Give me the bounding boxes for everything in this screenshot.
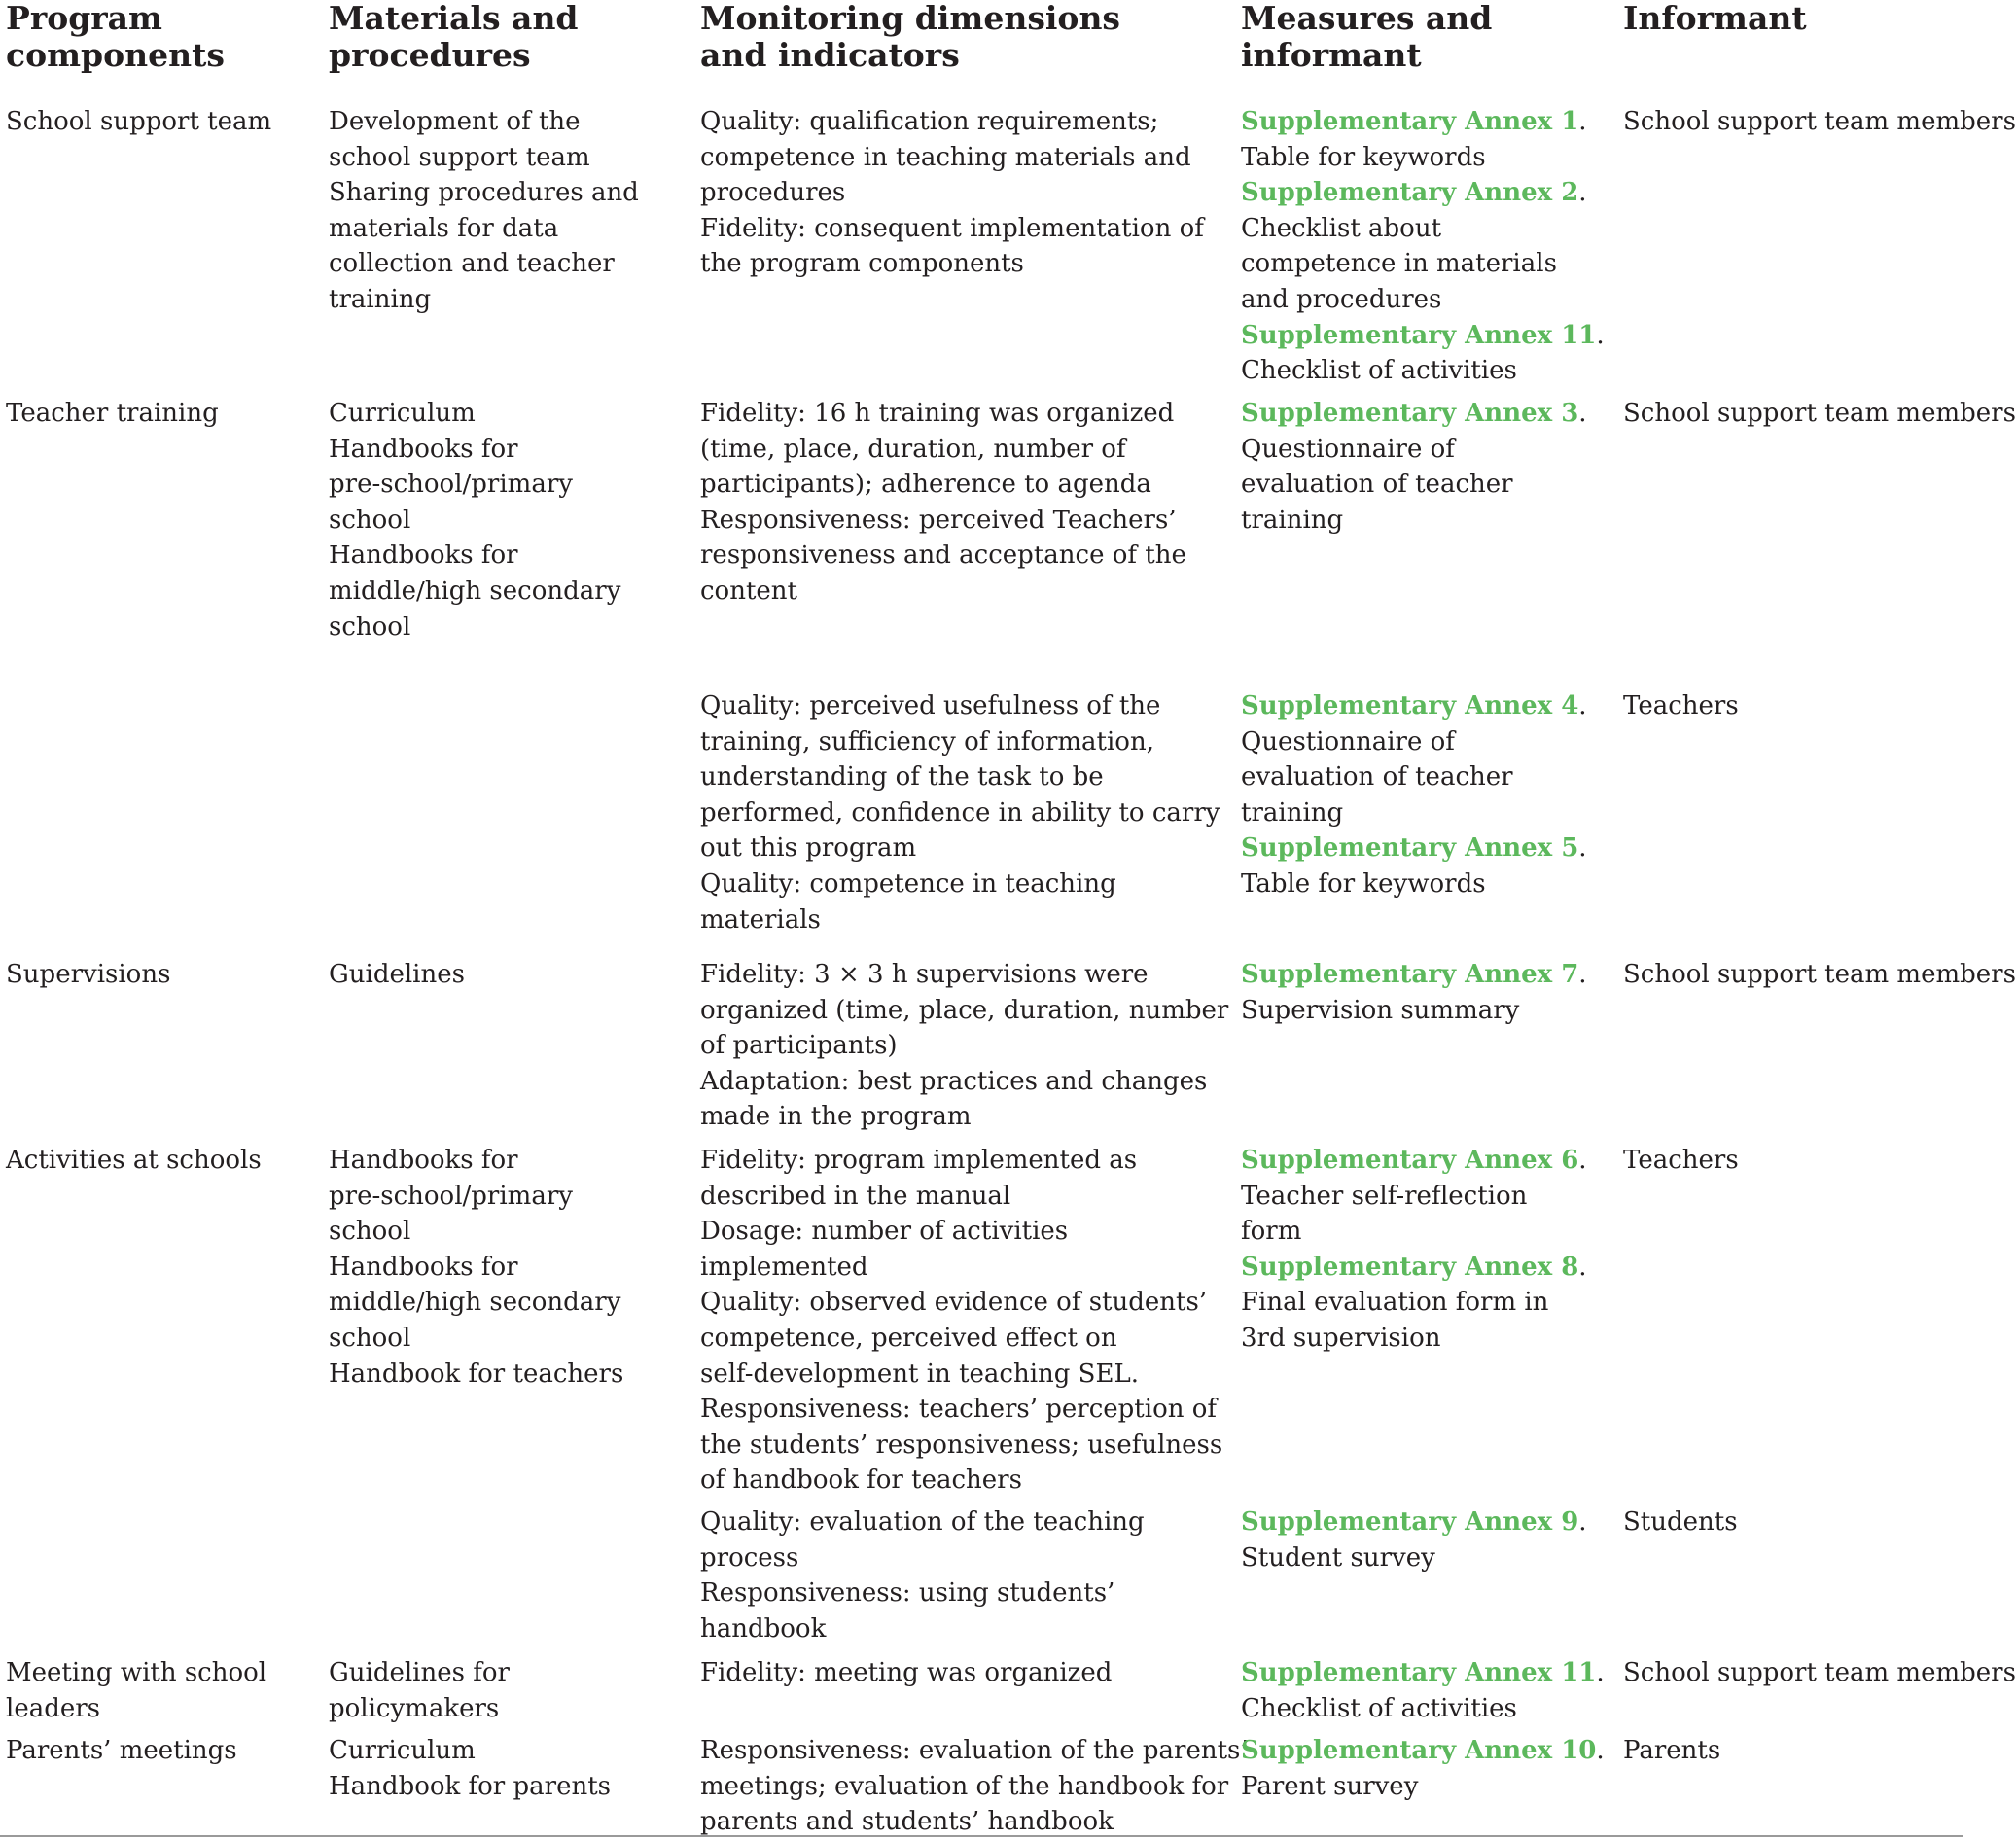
supplementary-annex-link[interactable]: Supplementary Annex 8 [1241, 1252, 1579, 1282]
measure-description: Questionnaire of [1241, 726, 1455, 757]
monitoring-indicators-text: Responsiveness: perceived Teachers’ [700, 505, 1177, 535]
monitoring-indicators-text: Responsiveness: teachers’ perception of [700, 1395, 1218, 1425]
measures-cell: Supplementary Annex 3. Questionnaire of evaluation of teacher training [1241, 396, 1587, 538]
table-header [0, 0, 1963, 88]
materials-text: collection and teacher [329, 249, 615, 279]
informant-cell [1623, 957, 2016, 993]
monitoring-indicators-text: responsiveness and acceptance of the [700, 541, 1186, 571]
program-component-text: School support team [6, 107, 272, 136]
measure-description: Teacher self-reflection [1241, 1181, 1528, 1211]
materials-text: middle/high secondary [329, 1288, 621, 1318]
supplementary-annex-link[interactable]: Supplementary Annex 6 [1241, 1146, 1579, 1175]
materials-text: Guidelines [329, 960, 465, 989]
materials-text: Curriculum [329, 1736, 476, 1765]
supplementary-annex-link[interactable]: Supplementary Annex 9 [1241, 1507, 1579, 1537]
monitoring-indicators-text: the program components [700, 249, 1024, 279]
informant-cell [1623, 104, 2016, 140]
supplementary-annex-link[interactable]: Supplementary Annex 11 [1241, 320, 1597, 350]
monitoring-indicators-cell [700, 396, 1186, 610]
supplementary-annex-link[interactable]: Supplementary Annex 1 [1241, 107, 1579, 136]
materials-text: Handbooks for [329, 1146, 518, 1175]
informant-text: Parents [1623, 1736, 1721, 1765]
informant-text: School support team members [1623, 399, 2016, 428]
supplementary-annex-link[interactable]: Supplementary Annex 3 [1241, 399, 1579, 428]
informant-text: Teachers [1623, 691, 1739, 721]
monitoring-indicators-text: Quality: qualification requirements; [700, 107, 1159, 136]
measure-description: Questionnaire of [1241, 434, 1455, 464]
program-component-cell [6, 957, 170, 993]
materials-cell [329, 1733, 611, 1804]
table-bottom-rule [0, 1835, 1963, 1837]
materials-cell [329, 1143, 623, 1392]
materials-text: Development of the [329, 107, 581, 136]
monitoring-indicators-cell [700, 1504, 1145, 1646]
monitoring-indicators-text: organized (time, place, duration, number [700, 995, 1229, 1025]
materials-text: pre-school/primary [329, 470, 573, 500]
measure-description: Table for keywords [1241, 868, 1486, 899]
program-component-text: Parents’ meetings [6, 1736, 237, 1765]
materials-cell [329, 104, 639, 318]
monitoring-indicators-text: of participants) [700, 1031, 898, 1061]
materials-cell [329, 396, 620, 645]
measure-description: 3rd supervision [1241, 1323, 1441, 1353]
materials-text: Handbooks for [329, 541, 518, 571]
monitoring-indicators-text: performed, confidence in ability to carry [700, 797, 1220, 828]
measure-description: competence in materials [1241, 249, 1557, 279]
measures-cell: Supplementary Annex 6. Teacher self-reflection form Supplementary Annex 8. Final evaluation form in 3rd supervision [1241, 1143, 1587, 1357]
measures-cell: Supplementary Annex 1. Table for keywords Supplementary Annex 2. Checklist about competence in materials and procedures Supplementary Annex 11. Checklist of activities [1241, 104, 1605, 389]
monitoring-indicators-text: participants); adherence to agenda [700, 470, 1151, 500]
monitoring-indicators-text: process [700, 1542, 799, 1573]
program-component-text: Activities at schools [6, 1146, 262, 1175]
materials-text: school support team [329, 142, 590, 172]
monitoring-indicators-text: Dosage: number of activities [700, 1217, 1069, 1247]
monitoring-indicators-text: materials [700, 904, 821, 935]
monitoring-indicators-text: Fidelity: consequent implementation of [700, 213, 1204, 243]
materials-text: policymakers [329, 1693, 500, 1723]
monitoring-indicators-cell [700, 689, 1220, 938]
header-informant: Informant [1623, 0, 1807, 37]
measure-description: Checklist about [1241, 213, 1442, 243]
supplementary-annex-link[interactable]: Supplementary Annex 11 [1241, 1658, 1597, 1687]
monitoring-indicators-text: Adaptation: best practices and changes [700, 1066, 1208, 1096]
measure-description: Checklist of activities [1241, 1693, 1517, 1723]
measure-description: training [1241, 797, 1344, 828]
materials-text: materials for data [329, 213, 559, 243]
measure-description: evaluation of teacher [1241, 470, 1513, 500]
program-component-text: leaders [6, 1693, 101, 1723]
monitoring-indicators-text: implemented [700, 1252, 868, 1282]
monitoring-indicators-text: competence in teaching materials and [700, 142, 1191, 172]
program-component-cell [6, 1655, 266, 1726]
measures-cell: Supplementary Annex 4. Questionnaire of evaluation of teacher training Supplementary Annex 5. Table for keywords [1241, 689, 1587, 902]
monitoring-indicators-cell [700, 104, 1204, 282]
informant-text: School support team members [1623, 960, 2016, 989]
materials-text: school [329, 505, 411, 535]
supplementary-annex-link[interactable]: Supplementary Annex 10 [1241, 1736, 1597, 1765]
monitoring-indicators-text: Responsiveness: using students’ [700, 1578, 1115, 1609]
materials-text: middle/high secondary [329, 576, 621, 606]
informant-cell [1623, 689, 1739, 725]
supplementary-annex-link[interactable]: Supplementary Annex 7 [1241, 960, 1579, 989]
monitoring-indicators-text: made in the program [700, 1102, 972, 1132]
supplementary-annex-link[interactable]: Supplementary Annex 2 [1241, 178, 1579, 208]
monitoring-indicators-text: understanding of the task to be [700, 762, 1104, 793]
supplementary-annex-link[interactable]: Supplementary Annex 5 [1241, 833, 1579, 864]
monitoring-indicators-text: Fidelity: 16 h training was organized [700, 399, 1175, 428]
materials-text: Handbooks for [329, 1252, 518, 1282]
monitoring-indicators-text: parents and students’ handbook [700, 1807, 1114, 1837]
measure-description: form [1241, 1217, 1302, 1247]
monitoring-indicators-text: Quality: observed evidence of students’ [700, 1288, 1208, 1318]
measures-cell: Supplementary Annex 10. Parent survey [1241, 1733, 1605, 1804]
informant-text: School support team members [1623, 1658, 2016, 1687]
header-materials-procedures: Materials and procedures [329, 0, 579, 74]
program-component-cell [6, 396, 219, 432]
measure-description: Table for keywords [1241, 142, 1486, 172]
program-component-cell [6, 1143, 262, 1179]
materials-text: Curriculum [329, 399, 476, 428]
monitoring-indicators-cell [700, 957, 1228, 1135]
measures-cell: Supplementary Annex 11. Checklist of activities [1241, 1655, 1605, 1726]
informant-cell [1623, 396, 2016, 432]
measure-description: evaluation of teacher [1241, 762, 1513, 793]
monitoring-indicators-text: Quality: evaluation of the teaching [700, 1507, 1145, 1537]
measure-description: Checklist of activities [1241, 356, 1517, 386]
monitoring-indicators-text: described in the manual [700, 1181, 1011, 1211]
materials-text: Handbook for parents [329, 1771, 611, 1801]
monitoring-indicators-text: handbook [700, 1613, 827, 1644]
materials-text: training [329, 284, 432, 314]
monitoring-indicators-text: Quality: competence in teaching [700, 868, 1116, 899]
program-component-text: Teacher training [6, 399, 219, 428]
program-component-cell [6, 104, 271, 140]
monitoring-indicators-text: training, sufficiency of information, [700, 726, 1154, 757]
monitoring-indicators-text: Fidelity: program implemented as [700, 1146, 1138, 1175]
materials-text: school [329, 1217, 411, 1247]
program-component-text: Meeting with school [6, 1658, 267, 1687]
header-monitoring-dimensions: Monitoring dimensions and indicators [700, 0, 1121, 74]
informant-cell [1623, 1143, 1739, 1179]
materials-text: pre-school/primary [329, 1181, 573, 1211]
program-component-text: Supervisions [6, 960, 171, 989]
materials-cell [329, 957, 465, 993]
header-program-components: Program components [6, 0, 225, 74]
materials-text: Handbooks for [329, 434, 518, 464]
materials-text: school [329, 612, 411, 642]
measure-description: Supervision summary [1241, 995, 1520, 1025]
measure-description: Student survey [1241, 1542, 1435, 1573]
monitoring-indicators-text: meetings; evaluation of the handbook for [700, 1771, 1229, 1801]
measure-description: Parent survey [1241, 1771, 1419, 1801]
monitoring-indicators-text: Quality: perceived usefulness of the [700, 691, 1161, 721]
informant-cell [1623, 1733, 1720, 1769]
monitoring-indicators-text: Fidelity: meeting was organized [700, 1658, 1113, 1687]
materials-text: Sharing procedures and [329, 178, 639, 208]
monitoring-indicators-text: out this program [700, 833, 917, 864]
materials-text: Handbook for teachers [329, 1359, 624, 1389]
informant-text: School support team members [1623, 107, 2016, 136]
materials-text: school [329, 1323, 411, 1353]
monitoring-indicators-cell [700, 1733, 1249, 1840]
monitoring-indicators-text: content [700, 576, 797, 606]
monitoring-indicators-text: Responsiveness: evaluation of the parents’ [700, 1736, 1249, 1765]
materials-text: Guidelines for [329, 1658, 510, 1687]
monitoring-indicators-text: (time, place, duration, number of [700, 434, 1126, 464]
program-component-cell [6, 1733, 237, 1769]
monitoring-indicators-text: of handbook for teachers [700, 1466, 1022, 1496]
informant-text: Students [1623, 1507, 1738, 1537]
monitoring-indicators-text: competence, perceived effect on [700, 1323, 1117, 1353]
materials-cell [329, 1655, 510, 1726]
measures-cell: Supplementary Annex 7. Supervision summary [1241, 957, 1587, 1028]
measures-cell: Supplementary Annex 9. Student survey [1241, 1504, 1587, 1575]
informant-cell [1623, 1504, 1738, 1540]
monitoring-indicators-text: Fidelity: 3 × 3 h supervisions were [700, 960, 1149, 989]
header-measures-informant: Measures and informant [1241, 0, 1493, 74]
measure-description: training [1241, 505, 1344, 535]
monitoring-indicators-text: procedures [700, 178, 846, 208]
monitoring-indicators-text: self-development in teaching SEL. [700, 1359, 1140, 1389]
measure-description: Final evaluation form in [1241, 1288, 1549, 1318]
supplementary-annex-link[interactable]: Supplementary Annex 4 [1241, 691, 1579, 721]
informant-text: Teachers [1623, 1146, 1739, 1175]
informant-cell [1623, 1655, 2016, 1691]
monitoring-indicators-text: the students’ responsiveness; usefulness [700, 1430, 1223, 1460]
measure-description: and procedures [1241, 284, 1442, 314]
monitoring-indicators-cell [700, 1143, 1222, 1499]
monitoring-indicators-cell [700, 1655, 1112, 1691]
